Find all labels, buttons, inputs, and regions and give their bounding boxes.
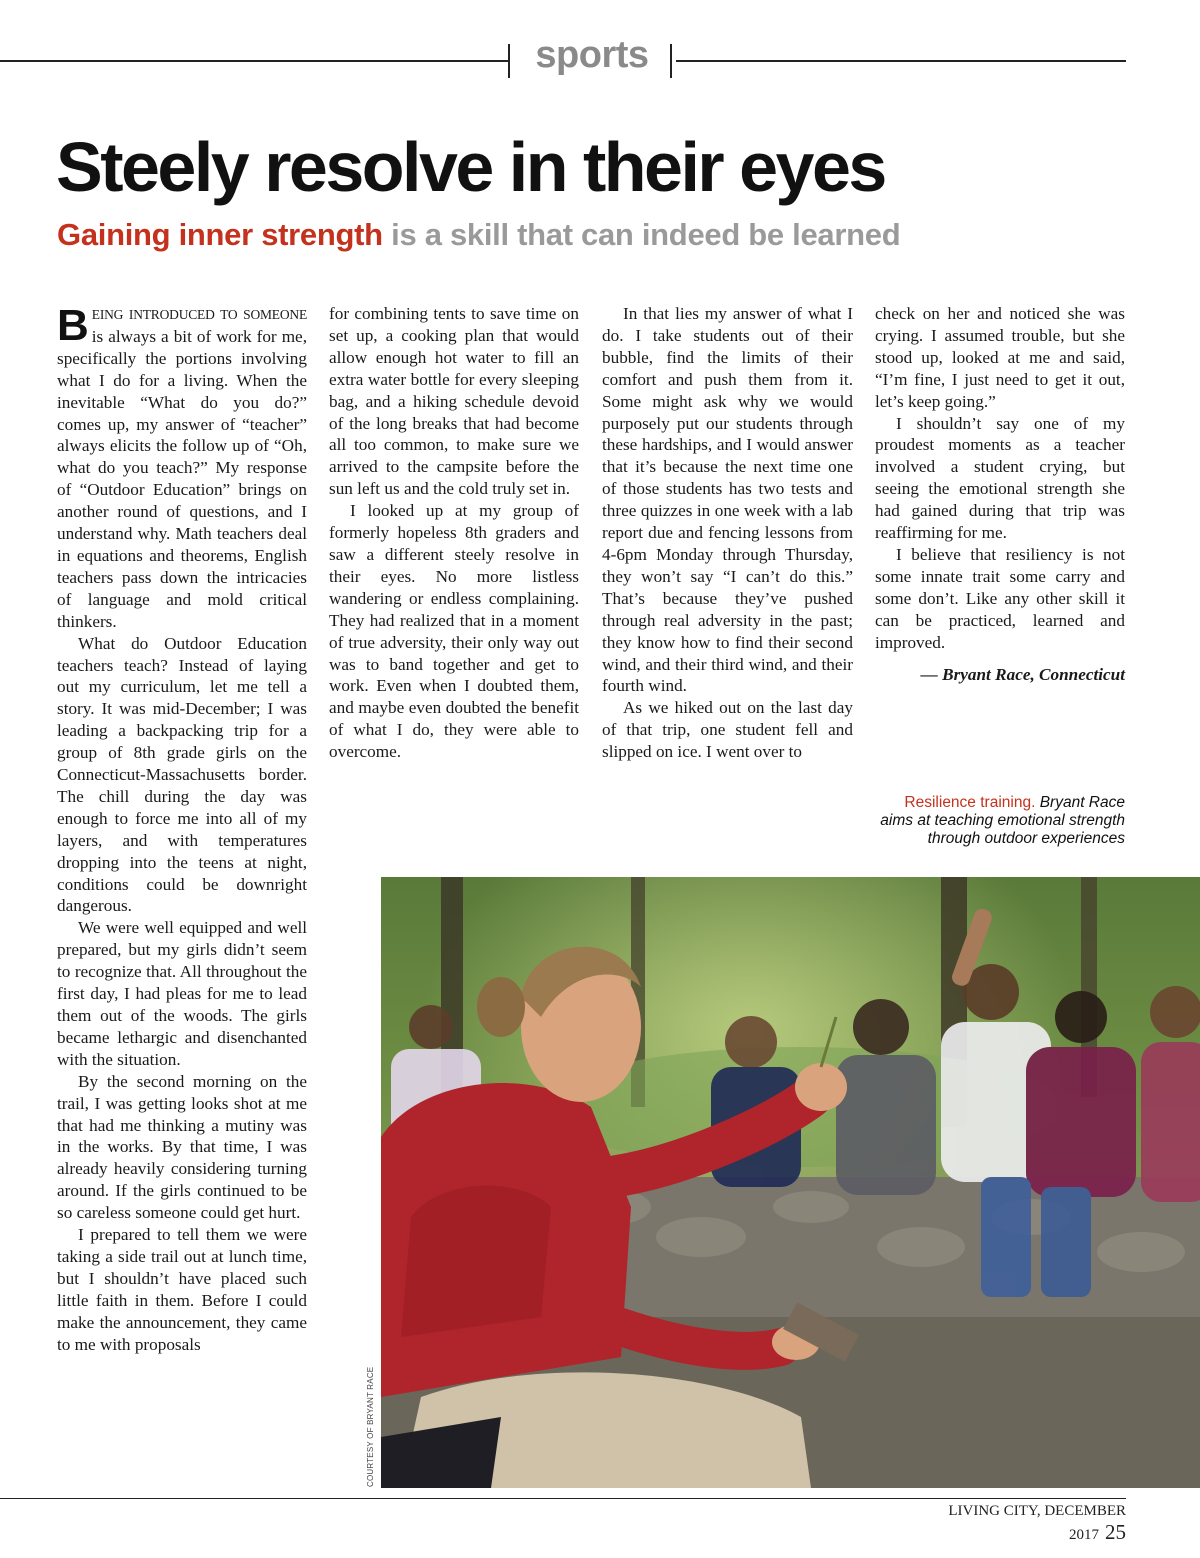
subhead-highlight: Gaining inner strength — [57, 217, 383, 252]
header-rule-right — [676, 60, 1126, 62]
photo-illustration — [381, 877, 1200, 1488]
section-label: sports — [535, 34, 649, 76]
drop-cap: B — [57, 301, 89, 350]
caption-text: Bryant Race aims at teaching emotional strength through outdoor experiences — [880, 794, 1125, 847]
article-paragraph: I looked up at my group of formerly hopeless 8th graders and saw a different steely resolve in their eyes. No more listless wandering or endless complaining. They had realized that in a moment of true adversity, their only way out was to band together and get to work. Even when I doubted them, and maybe even doubted the benefit of what I do, they were able to overcome. — [329, 501, 579, 762]
page-number: 25 — [1105, 1520, 1126, 1544]
article-column-4 — [875, 303, 1125, 685]
header-tick-right — [670, 44, 672, 78]
paragraph-text: is always a bit of work for me, specifically the portions involving what I do for a living. When the inevitable “What do you do?” comes up, my answer of “teacher” always elicits the follow up of “Oh, what do you teach?” My response of “Outdoor Education” brings on another round of questions, and I understand why. Math teachers deal in equations and theorems, English teachers pass down the intricacies of language and mold critical thinkers. — [57, 326, 307, 631]
publication-name: LIVING CITY, DECEMBER 2017 — [948, 1503, 1126, 1543]
lead-in: EING INTRODUCED TO SOMEONE — [91, 307, 307, 322]
subhead-rest: is a skill that can indeed be learned — [391, 217, 901, 252]
article-column-2 — [329, 303, 579, 763]
article-paragraph: check on her and noticed she was crying. I assumed trouble, but she stood up, looked at me and said, “I’m fine, I just need to get it out, let’s keep going.” — [875, 304, 1125, 411]
header-tick-left — [508, 44, 510, 78]
article-column-1 — [57, 303, 307, 1356]
author-signature: — Bryant Race, Connecticut — [920, 664, 1125, 684]
article-paragraph: By the second morning on the trail, I was getting looks shot at me that had me thinking a mutiny was in the works. By that time, I was already heavily considering turning around. If the girls continued to be so careless someone could get hurt. — [57, 1071, 307, 1223]
article-column-3 — [602, 303, 853, 763]
photo-caption — [880, 794, 1125, 848]
caption-lead: Resilience training. — [904, 794, 1036, 811]
page-footer — [900, 1503, 1126, 1545]
subhead — [57, 216, 1157, 253]
article-paragraph: for combining tents to save time on set up, a cooking plan that would allow enough hot water to fill an extra water bottle for every sleeping bag, and a hiking schedule devoid of the long breaks that had become all too common, to make sure we arrived to the campsite before the sun left us and the cold truly set in. — [329, 304, 579, 499]
photo-credit: COURTESY OF BRYANT RACE — [366, 1366, 375, 1487]
article-paragraph: As we hiked out on the last day of that trip, one student fell and slipped on ice. I went over to — [602, 698, 853, 762]
header-rule-left — [0, 60, 508, 62]
article-paragraph: In that lies my answer of what I do. I take students out of their bubble, find the limits of their comfort and push them from it. Some might ask why we would purposely put our students through these hardships, and I would answer that it’s because the next time one of those students has two tests and three quizzes in one week with a lab report due and fencing lessons from 4-6pm Monday through Thursday, they won’t say “I can’t do this.” That’s because they’ve pushed through real adversity in the past; they know how to find their second wind, and their third wind, and their fourth wind. — [602, 304, 853, 696]
article-paragraph: I shouldn’t say one of my proudest moments as a teacher involved a student crying, but seeing the emotional strength she had gained during that trip was reaffirming for me. — [875, 413, 1125, 543]
article-photo — [381, 877, 1200, 1488]
headline: Steely resolve in their eyes — [56, 128, 885, 206]
article-paragraph: I believe that resiliency is not some innate trait some carry and some don’t. Like any other skill it can be practiced, learned and improved. — [875, 544, 1125, 652]
footer-rule — [0, 1498, 1126, 1499]
article-paragraph: What do Outdoor Education teachers teach? Instead of laying out my curriculum, let me tell a story. It was mid-December; I was leading a backpacking trip for a group of 8th grade girls on the Connecticut-Massachusetts border. The chill during the day was enough to force me into all of my layers, and with temperatures dropping into the teens at night, conditions could be downright dangerous. — [57, 633, 307, 916]
article-paragraph: I prepared to tell them we were taking a side trail out at lunch time, but I shouldn’t have placed such little faith in them. Before I could make the announcement, they came to me with proposals — [57, 1225, 307, 1354]
article-paragraph — [57, 303, 307, 633]
article-paragraph: We were well equipped and well prepared, but my girls didn’t seem to recognize that. All throughout the first day, I had pleas for me to lead them out of the woods. The girls became lethargic and disenchanted with the situation. — [57, 918, 307, 1069]
